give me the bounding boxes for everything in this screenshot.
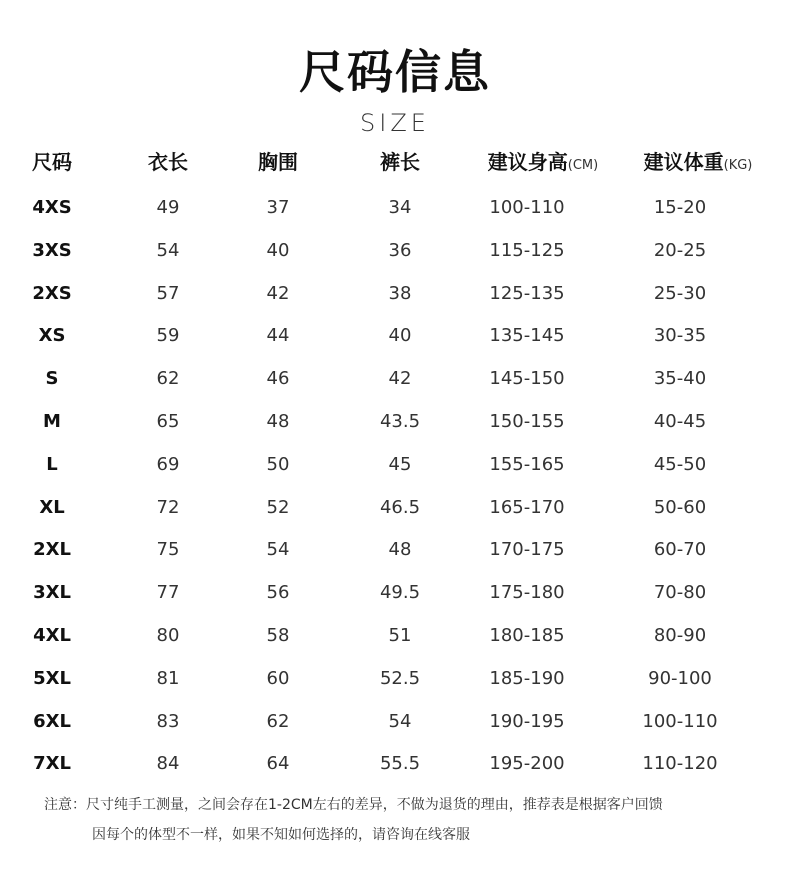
- table-row: [0, 445, 790, 485]
- cell-height: 145-150: [489, 368, 565, 390]
- cell-length: 59: [156, 325, 180, 347]
- cell-size: XS: [38, 325, 66, 347]
- cell-chest: 58: [266, 625, 290, 646]
- cell-chest: 54: [266, 539, 290, 561]
- cell-chest: 40: [266, 239, 290, 261]
- cell-size: L: [46, 453, 58, 475]
- cell-pants-length: 48: [388, 539, 412, 561]
- cell-length: 62: [156, 368, 180, 390]
- cell-chest: 56: [266, 582, 290, 604]
- cell-pants-length: 43.5: [379, 411, 421, 432]
- cell-length: 57: [156, 282, 180, 304]
- cell-weight: 15-20: [653, 197, 707, 218]
- cell-height: 125-135: [489, 282, 565, 304]
- cell-height: 155-165: [489, 453, 565, 475]
- cell-chest: 62: [266, 710, 290, 732]
- cell-weight: 70-80: [653, 582, 707, 604]
- header-length: 衣长: [148, 150, 188, 174]
- cell-size: XL: [39, 496, 65, 518]
- cell-pants-length: 55.5: [379, 753, 421, 775]
- header-height: 建议身高(CM): [487, 150, 599, 174]
- cell-size: 5XL: [33, 667, 71, 689]
- page-subtitle: SIZE: [360, 109, 430, 137]
- cell-size: M: [43, 411, 61, 432]
- table-row: [0, 188, 790, 228]
- note-line-2: 因每个的体型不一样，如果不知如何选择的，请咨询在线客服: [92, 827, 470, 843]
- cell-height: 170-175: [489, 539, 565, 561]
- cell-length: 69: [156, 453, 180, 475]
- cell-weight: 110-120: [642, 753, 718, 775]
- cell-size: 3XL: [33, 582, 71, 604]
- cell-length: 54: [156, 239, 180, 261]
- cell-weight: 90-100: [648, 667, 712, 689]
- page-title: 尺码信息: [299, 45, 491, 99]
- cell-length: 49: [156, 197, 180, 218]
- cell-height: 100-110: [489, 197, 565, 218]
- cell-pants-length: 51: [388, 625, 412, 646]
- cell-weight: 35-40: [653, 368, 707, 390]
- table-header: [0, 146, 790, 178]
- cell-chest: 37: [266, 197, 290, 218]
- cell-height: 175-180: [489, 582, 565, 604]
- cell-weight: 40-45: [653, 411, 707, 432]
- cell-height: 150-155: [489, 411, 565, 432]
- cell-length: 72: [156, 496, 180, 518]
- cell-pants-length: 46.5: [379, 496, 421, 518]
- cell-weight: 50-60: [653, 496, 707, 518]
- header-size: 尺码: [32, 150, 72, 174]
- table-row: [0, 702, 790, 742]
- table-row: [0, 573, 790, 613]
- cell-length: 80: [156, 625, 180, 646]
- table-row: [0, 402, 790, 442]
- table-row: [0, 744, 790, 784]
- cell-pants-length: 45: [388, 453, 412, 475]
- cell-height: 185-190: [489, 667, 565, 689]
- cell-chest: 50: [266, 453, 290, 475]
- cell-length: 83: [156, 710, 180, 732]
- cell-size: 3XS: [32, 239, 72, 261]
- table-row: [0, 488, 790, 528]
- cell-pants-length: 36: [388, 239, 412, 261]
- cell-pants-length: 49.5: [379, 582, 421, 604]
- cell-chest: 64: [266, 753, 290, 775]
- cell-length: 75: [156, 539, 180, 561]
- cell-weight: 60-70: [653, 539, 707, 561]
- cell-height: 135-145: [489, 325, 565, 347]
- cell-length: 65: [156, 411, 180, 432]
- header-pants-length: 裤长: [380, 150, 420, 174]
- cell-pants-length: 34: [388, 197, 412, 218]
- cell-size: 2XL: [33, 539, 71, 561]
- cell-height: 190-195: [489, 710, 565, 732]
- cell-length: 84: [156, 753, 180, 775]
- cell-size: 7XL: [33, 753, 71, 775]
- table-row: [0, 274, 790, 314]
- cell-size: 2XS: [32, 282, 72, 304]
- cell-size: 4XL: [33, 625, 71, 646]
- cell-pants-length: 40: [388, 325, 412, 347]
- cell-length: 81: [156, 667, 180, 689]
- cell-height: 115-125: [489, 239, 565, 261]
- cell-chest: 60: [266, 667, 290, 689]
- cell-weight: 80-90: [653, 625, 707, 646]
- table-row: [0, 316, 790, 356]
- table-row: [0, 530, 790, 570]
- cell-pants-length: 54: [388, 710, 412, 732]
- table-row: [0, 616, 790, 656]
- cell-weight: 20-25: [653, 239, 707, 261]
- header-chest: 胸围: [258, 150, 298, 174]
- cell-chest: 46: [266, 368, 290, 390]
- cell-height: 195-200: [489, 753, 565, 775]
- cell-weight: 100-110: [642, 710, 718, 732]
- header-weight: 建议体重(KG): [643, 150, 753, 174]
- cell-size: 6XL: [33, 710, 71, 732]
- cell-chest: 42: [266, 282, 290, 304]
- cell-pants-length: 38: [388, 282, 412, 304]
- cell-height: 180-185: [489, 625, 565, 646]
- cell-height: 165-170: [489, 496, 565, 518]
- cell-size: 4XS: [32, 197, 72, 218]
- cell-chest: 44: [266, 325, 290, 347]
- table-row: [0, 659, 790, 699]
- cell-pants-length: 52.5: [379, 667, 421, 689]
- cell-weight: 30-35: [653, 325, 707, 347]
- table-row: [0, 359, 790, 399]
- cell-length: 77: [156, 582, 180, 604]
- cell-weight: 25-30: [653, 282, 707, 304]
- cell-pants-length: 42: [388, 368, 412, 390]
- cell-chest: 48: [266, 411, 290, 432]
- cell-size: S: [45, 368, 59, 390]
- cell-chest: 52: [266, 496, 290, 518]
- table-row: [0, 231, 790, 271]
- note-line-1: 注意：尺寸纯手工测量，之间会存在1-2CM左右的差异，不做为退货的理由，推荐表是根据客户回馈: [44, 797, 663, 813]
- cell-weight: 45-50: [653, 453, 707, 475]
